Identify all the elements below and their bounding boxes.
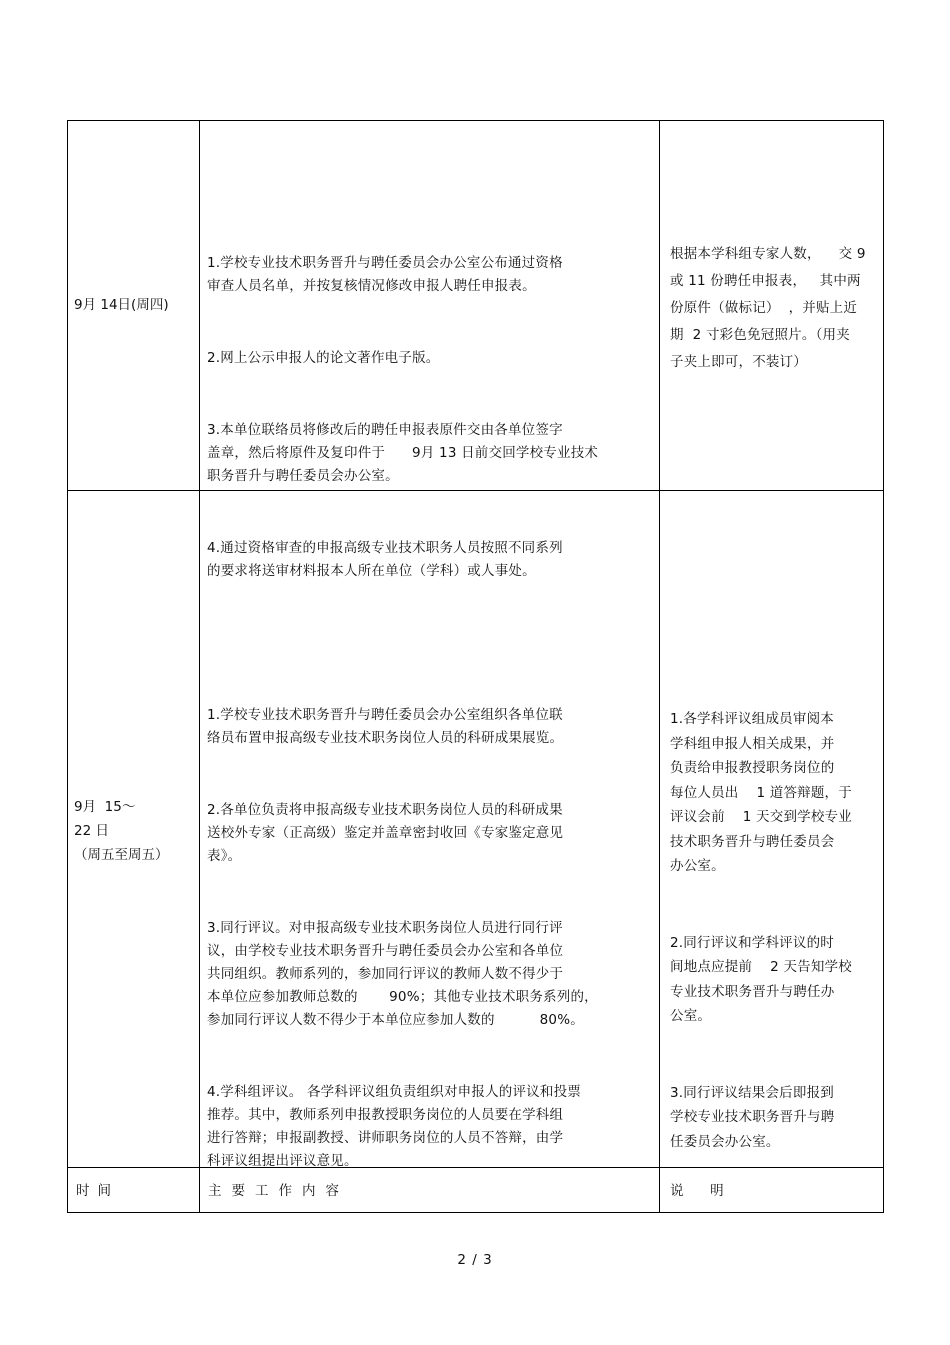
column-header-content: 主要工作内容 xyxy=(208,1183,349,1199)
column-header-note: 说 明 xyxy=(670,1183,730,1199)
row1-content-item-1: 1.学校专业技术职务晋升与聘任委员会办公室公布通过资格 审查人员名单，并按复核情况修改申报人聘任申报表。 xyxy=(207,255,563,294)
column-divider-1 xyxy=(199,120,200,1213)
table-left-border xyxy=(67,120,68,1213)
table-top-border xyxy=(67,120,884,121)
row2-note-item-1: 1.各学科评议组成员审阅本 学科组申报人相关成果，并 负责给申报教授职务岗位的 每位人员出 1 道答辩题，于 评议会前 1 天交到学校专业 技术职务晋升与聘任委员会 办公室。 xyxy=(670,711,852,874)
row1-time: 9月 14日(周四) xyxy=(74,297,169,313)
row1-content-item-3: 3.本单位联络员将修改后的聘任申报表原件交由各单位签字 盖章，然后将原件及复印件于 9月 13 日前交回学校专业技术 职务晋升与聘任委员会办公室。 xyxy=(207,422,599,484)
row1-note: 根据本学科组专家人数， 交 9 或 11 份聘任申报表， 其中两 份原件（做标记） ，并贴上近 期 2 寸彩色免冠照片。（用夹 子夹上即可，不装订） xyxy=(670,246,866,370)
row1-content-item-4: 4.通过资格审查的申报高级专业技术职务人员按照不同系列 的要求将送审材料报本人所在单位（学科）或人事处。 xyxy=(207,540,563,579)
column-header-time: 时间 xyxy=(76,1183,119,1199)
row2-content xyxy=(207,658,598,1219)
column-divider-2 xyxy=(659,120,660,1213)
row1-content xyxy=(207,206,598,629)
row2-content-item-4: 4.学科组评议。 各学科评议组负责组织对申报人的评议和投票 推荐。其中，教师系列申报教授职务岗位的人员要在学科组 进行答辩；申报副教授、讲师职务岗位的人员不答辩，由学 科评议组提出评议意见。 xyxy=(207,1084,581,1169)
row2-note xyxy=(670,658,852,1203)
table-right-border xyxy=(883,120,884,1213)
row2-content-item-1: 1.学校专业技术职务晋升与聘任委员会办公室组织各单位联 络员布置申报高级专业技术职务岗位人员的科研成果展览。 xyxy=(207,707,564,746)
row2-note-item-2: 2.同行评议和学科评议的时 间地点应提前 2 天告知学校 专业技术职务晋升与聘任办 公室。 xyxy=(670,934,852,1024)
page-number: 2 / 3 xyxy=(457,1252,493,1268)
row2-content-item-3: 3.同行评议。对申报高级专业技术职务岗位人员进行同行评 议，由学校专业技术职务晋升与聘任委员会办公室和各单位 共同组织。教师系列的，参加同行评议的教师人数不得少于 本单位应参加教师总数的 90%；其他专业技术职务系列的， 参加同行评议人数不得少于本单位应参加人数的 80%。 xyxy=(207,920,598,1028)
row2-content-item-2: 2.各单位负责将申报高级专业技术职务岗位人员的科研成果 送校外专家（正高级）鉴定并盖章密封收回《专家鉴定意见 表》。 xyxy=(207,802,564,864)
row1-content-item-2: 2.网上公示申报人的论文著作电子版。 xyxy=(207,350,440,366)
row2-time: 9月 15～ 22 日 （周五至周五） xyxy=(74,799,169,863)
row2-note-item-3: 3.同行评议结果会后即报到 学校专业技术职务晋升与聘 任委员会办公室。 xyxy=(670,1084,835,1150)
